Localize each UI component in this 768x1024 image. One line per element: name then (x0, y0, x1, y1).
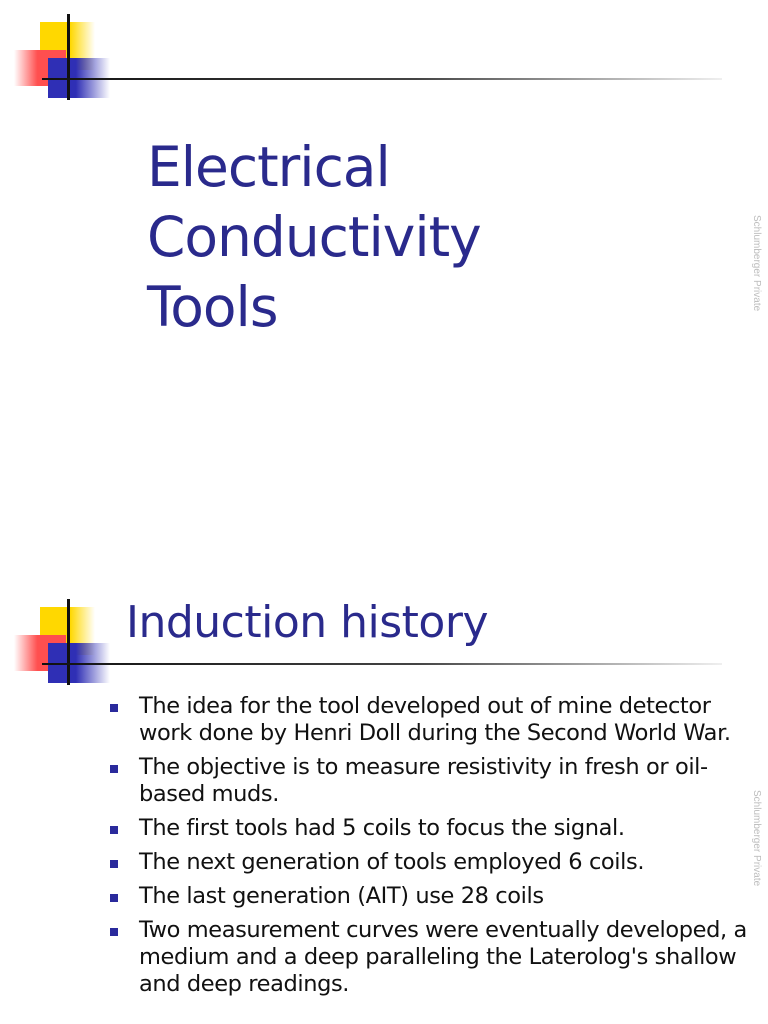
bullet-text: The last generation (AIT) use 28 coils (139, 883, 544, 909)
title-line-1: Electrical (147, 135, 390, 199)
bullet-text: The first tools had 5 coils to focus the signal. (139, 815, 625, 841)
bullet-text: The next generation of tools employed 6 coils. (139, 849, 645, 875)
bullet-icon (110, 826, 118, 834)
title-line-3: Tools (147, 275, 278, 339)
list-item (108, 754, 748, 808)
logo-graphic (0, 0, 110, 100)
slide-2 (0, 585, 768, 1024)
header-rule (42, 78, 722, 80)
title-line-2: Conductivity (147, 205, 481, 269)
bullet-icon (110, 860, 118, 868)
list-item (108, 815, 748, 842)
list-item (108, 849, 748, 876)
logo-vertical-line (67, 14, 70, 100)
list-item (108, 883, 748, 910)
bullet-list (108, 693, 748, 1005)
slide-title: Induction history (126, 597, 488, 648)
bullet-text: Two measurement curves were eventually developed, a medium and a deep paralleling the Laterolog's shallow and deep readings. (139, 917, 747, 997)
list-item (108, 693, 748, 747)
slide-title (147, 132, 481, 342)
bullet-icon (110, 928, 118, 936)
list-item (108, 917, 748, 998)
bullet-icon (110, 894, 118, 902)
watermark: Schlumberger Private (751, 790, 762, 887)
bullet-icon (110, 704, 118, 712)
bullet-text: The idea for the tool developed out of mine detector work done by Henri Doll during the Second World War. (139, 693, 731, 746)
logo-vertical-line (67, 599, 70, 685)
bullet-text: The objective is to measure resistivity in fresh or oil-based muds. (139, 754, 708, 807)
logo-graphic (0, 585, 110, 685)
watermark: Schlumberger Private (751, 215, 762, 312)
header-rule (42, 663, 722, 665)
bullet-icon (110, 765, 118, 773)
